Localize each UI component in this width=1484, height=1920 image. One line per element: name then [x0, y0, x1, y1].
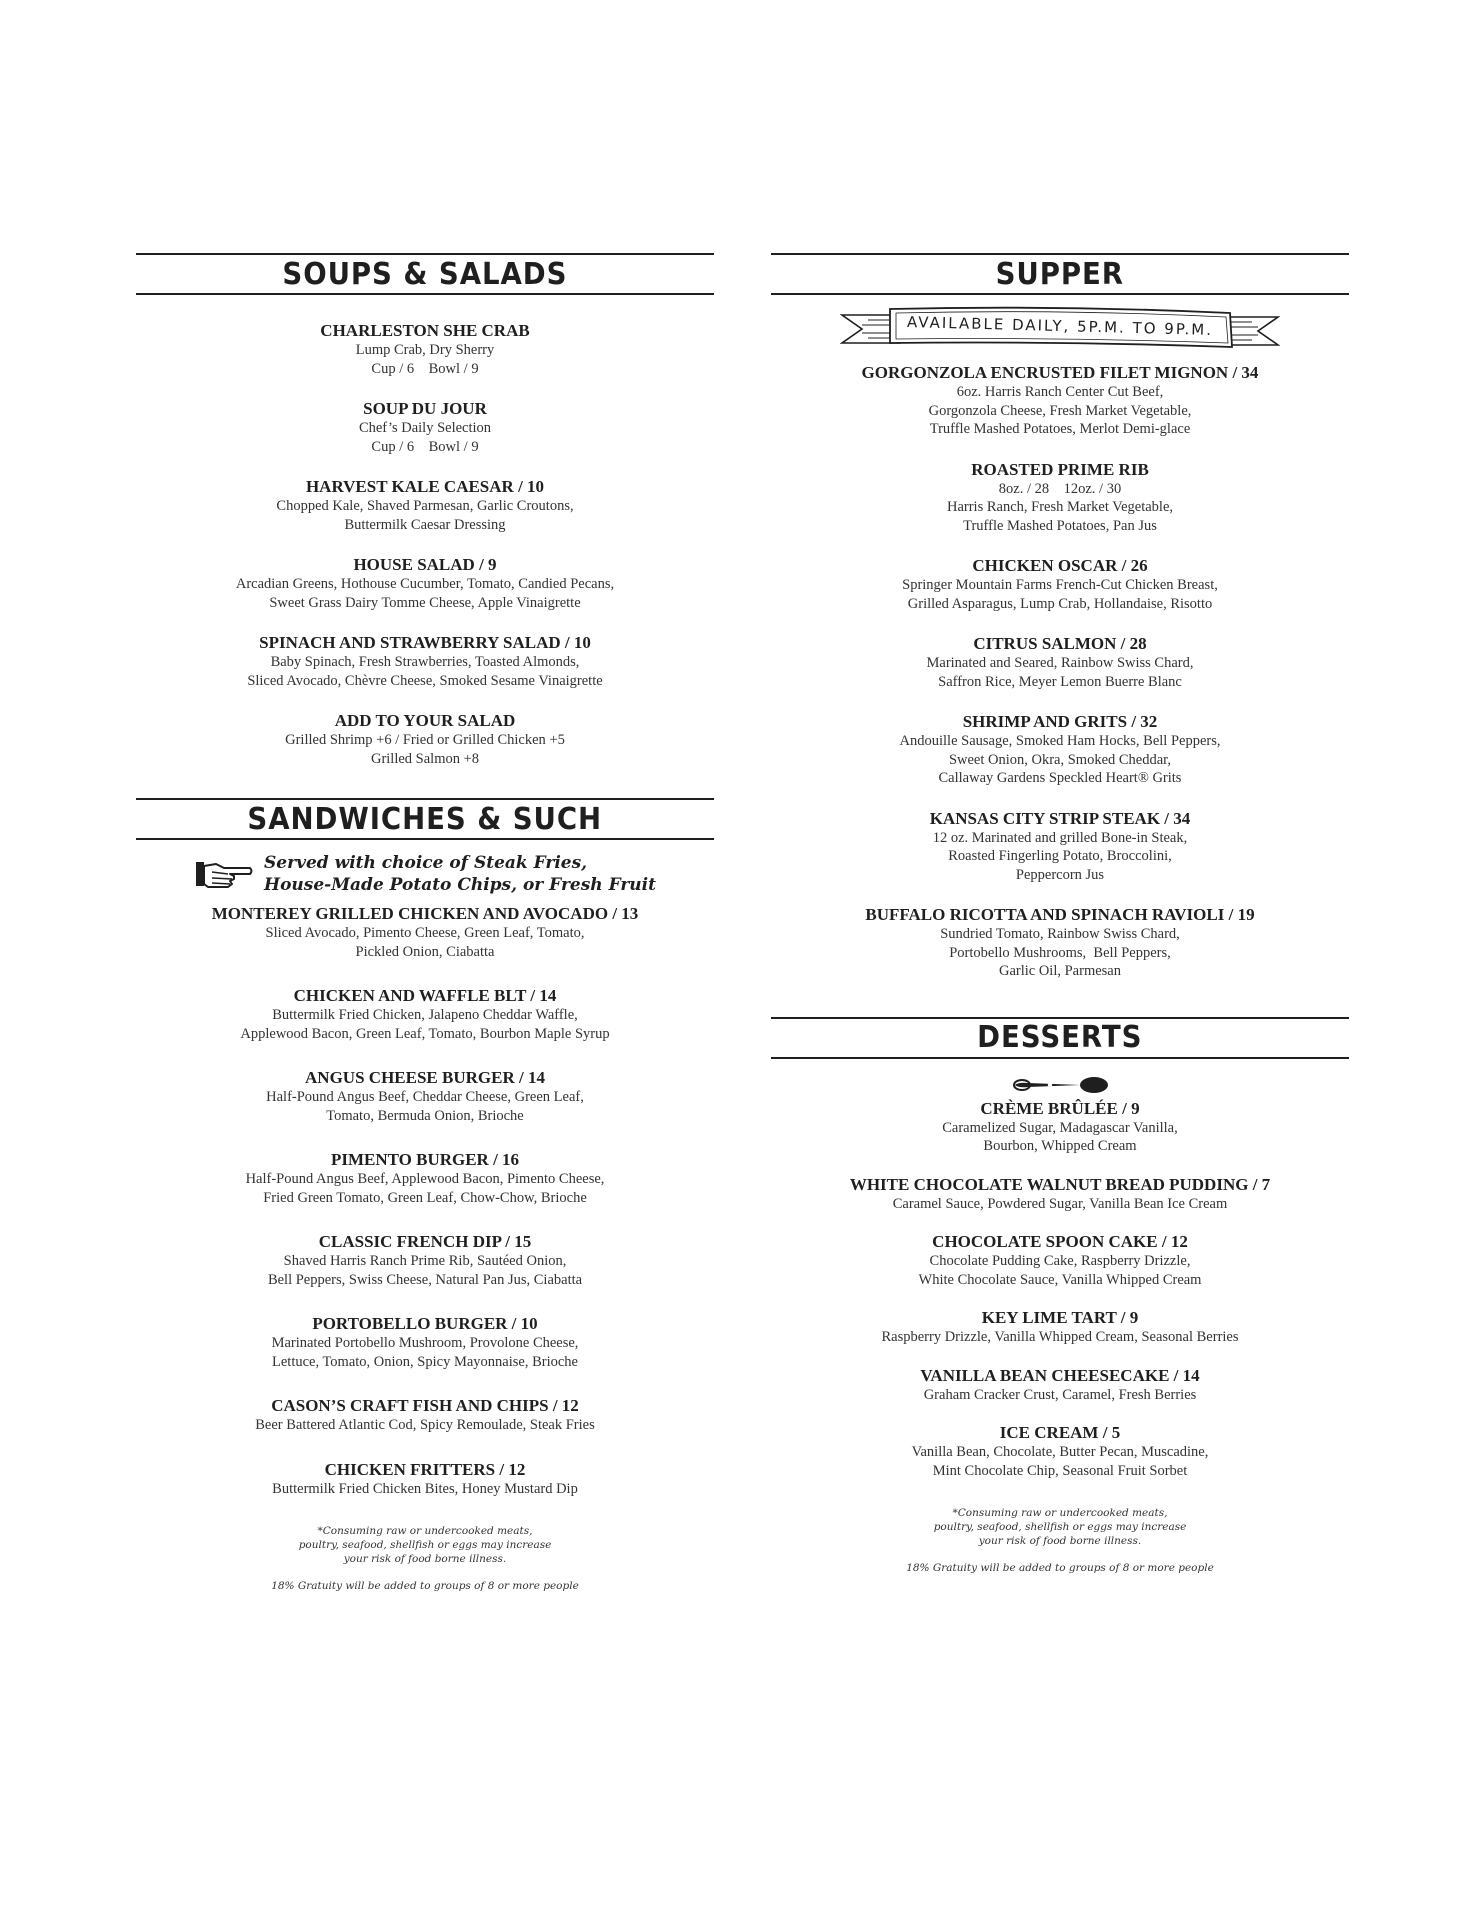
item-name: WHITE CHOCOLATE WALNUT BREAD PUDDING / 7: [849, 1174, 1271, 1194]
item-description: Bell Peppers, Swiss Cheese, Natural Pan Jus, Ciabatta: [267, 1271, 583, 1288]
menu-item: [136, 477, 714, 534]
item-description: Grilled Salmon +8: [370, 750, 480, 767]
item-description: Half-Pound Angus Beef, Applewood Bacon, Pimento Cheese,: [245, 1171, 605, 1187]
item-price-line: 8oz. / 28 12oz. / 30: [998, 480, 1122, 497]
menu-item: [136, 1068, 714, 1125]
notice-line: your risk of food borne illness.: [343, 1553, 507, 1565]
sandwiches-header: [136, 798, 714, 840]
menu-item: [136, 1460, 714, 1499]
menu-item: [771, 1423, 1349, 1480]
menu-item: [771, 1366, 1349, 1405]
item-description: Sweet Onion, Okra, Smoked Cheddar,: [948, 751, 1172, 768]
item-description: Bourbon, Whipped Cream: [983, 1138, 1137, 1154]
item-description: Beer Battered Atlantic Cod, Spicy Remoulade, Steak Fries: [255, 1417, 595, 1433]
banner-text: AVAILABLE DAILY, 5P.M. TO 9P.M.: [906, 312, 1214, 340]
menu-item: [771, 712, 1349, 788]
item-description: Portobello Mushrooms, Bell Peppers,: [949, 944, 1171, 961]
menu-item: [136, 986, 714, 1043]
menu-item: [136, 1314, 714, 1371]
item-name: SOUP DU JOUR: [363, 399, 487, 418]
item-name: CHICKEN OSCAR / 26: [972, 556, 1148, 575]
menu-item: [136, 555, 714, 612]
item-description: Pickled Onion, Ciabatta: [355, 943, 495, 960]
item-name: SHRIMP AND GRITS / 32: [962, 712, 1158, 731]
item-price-line: Cup / 6 Bowl / 9: [371, 438, 479, 455]
item-description: Sundried Tomato, Rainbow Swiss Chard,: [940, 926, 1180, 942]
item-description: Sliced Avocado, Pimento Cheese, Green Leaf, Tomato,: [265, 925, 585, 941]
item-description: 6oz. Harris Ranch Center Cut Beef,: [956, 384, 1164, 400]
item-name: CHARLESTON SHE CRAB: [320, 321, 530, 340]
item-description: Caramelized Sugar, Madagascar Vanilla,: [942, 1119, 1178, 1136]
item-name: CHICKEN FRITTERS / 12: [324, 1459, 526, 1479]
notice-line: poultry, seafood, shellfish or eggs may increase: [298, 1539, 552, 1551]
item-description: Tomato, Bermuda Onion, Brioche: [326, 1107, 524, 1124]
item-name: CHOCOLATE SPOON CAKE / 12: [932, 1232, 1188, 1251]
item-name: CHICKEN AND WAFFLE BLT / 14: [293, 986, 557, 1005]
item-name: SPINACH AND STRAWBERRY SALAD / 10: [259, 633, 591, 652]
item-description: Marinated Portobello Mushroom, Provolone Cheese,: [271, 1335, 579, 1351]
item-description: Shaved Harris Ranch Prime Rib, Sautéed Onion,: [283, 1253, 567, 1269]
item-name: CRÈME BRÛLÉE / 9: [980, 1098, 1140, 1118]
food-safety-notice: [771, 1506, 1349, 1548]
menu-item: [771, 809, 1349, 885]
section-title: SUPPER: [995, 256, 1125, 292]
item-description: Chocolate Pudding Cake, Raspberry Drizzle,: [929, 1253, 1191, 1269]
item-name: PIMENTO BURGER / 16: [330, 1150, 520, 1169]
item-description: Lettuce, Tomato, Onion, Spicy Mayonnaise, Brioche: [272, 1353, 578, 1370]
menu-item: [136, 1396, 714, 1435]
item-description: Applewood Bacon, Green Leaf, Tomato, Bourbon Maple Syrup: [240, 1025, 610, 1042]
item-description: Sliced Avocado, Chèvre Cheese, Smoked Sesame Vinaigrette: [247, 672, 603, 689]
menu-item: [771, 460, 1349, 536]
served-with-text: [264, 852, 656, 896]
item-description: Caramel Sauce, Powdered Sugar, Vanilla Bean Ice Cream: [892, 1195, 1228, 1212]
item-description: Vanilla Bean, Chocolate, Butter Pecan, Muscadine,: [911, 1444, 1209, 1460]
menu-item: [771, 1308, 1349, 1347]
menu-item: [136, 633, 714, 690]
item-description: Grilled Shrimp +6 / Fried or Grilled Chicken +5: [285, 732, 565, 748]
item-description: Chopped Kale, Shaved Parmesan, Garlic Croutons,: [276, 498, 574, 514]
item-name: CLASSIC FRENCH DIP / 15: [318, 1232, 532, 1251]
item-description: Buttermilk Caesar Dressing: [344, 516, 506, 533]
notice-line: *Consuming raw or undercooked meats,: [952, 1507, 1168, 1519]
gratuity-notice: 18% Gratuity will be added to groups of 8 or more people: [271, 1580, 579, 1592]
item-name: KANSAS CITY STRIP STEAK / 34: [929, 808, 1191, 828]
item-name: KEY LIME TART / 9: [981, 1308, 1139, 1327]
section-title: SOUPS & SALADS: [282, 256, 568, 292]
item-name: VANILLA BEAN CHEESECAKE / 14: [920, 1365, 1200, 1385]
item-description: Chef’s Daily Selection: [358, 420, 492, 436]
item-name: CITRUS SALMON / 28: [973, 634, 1147, 653]
spoon-icon: [1010, 1073, 1110, 1097]
item-description: Sweet Grass Dairy Tomme Cheese, Apple Vinaigrette: [269, 594, 581, 611]
menu-item: [136, 1150, 714, 1207]
item-name: ROASTED PRIME RIB: [971, 459, 1149, 479]
menu-item: [771, 634, 1349, 691]
item-price-line: Cup / 6 Bowl / 9: [371, 360, 479, 377]
menu-item: [771, 1175, 1349, 1214]
item-name: HARVEST KALE CAESAR / 10: [305, 477, 545, 496]
served-with-line: Served with choice of Steak Fries,: [264, 853, 588, 873]
item-description: Half-Pound Angus Beef, Cheddar Cheese, Green Leaf,: [266, 1089, 584, 1105]
item-description: Arcadian Greens, Hothouse Cucumber, Tomato, Candied Pecans,: [235, 576, 615, 592]
left-column: [136, 253, 714, 1592]
item-description: Raspberry Drizzle, Vanilla Whipped Cream, Seasonal Berries: [881, 1329, 1239, 1345]
item-description: Lump Crab, Dry Sherry: [355, 342, 495, 358]
item-description: Saffron Rice, Meyer Lemon Buerre Blanc: [938, 673, 1182, 690]
item-description: White Chocolate Sauce, Vanilla Whipped Cream: [918, 1271, 1202, 1288]
item-description: Callaway Gardens Speckled Heart® Grits: [938, 770, 1182, 786]
item-name: MONTEREY GRILLED CHICKEN AND AVOCADO / 13: [211, 904, 639, 923]
notice-line: your risk of food borne illness.: [978, 1535, 1142, 1547]
item-description: Baby Spinach, Fresh Strawberries, Toasted Almonds,: [270, 654, 580, 670]
served-with-line: House-Made Potato Chips, or Fresh Fruit: [264, 875, 656, 895]
menu-item: [136, 904, 714, 961]
item-description: Grilled Asparagus, Lump Crab, Hollandaise, Risotto: [907, 595, 1213, 612]
item-description: Graham Cracker Crust, Caramel, Fresh Berries: [923, 1386, 1197, 1403]
item-description: Fried Green Tomato, Green Leaf, Chow-Chow, Brioche: [263, 1189, 587, 1206]
item-name: ANGUS CHEESE BURGER / 14: [305, 1068, 545, 1087]
menu-item: [771, 905, 1349, 981]
item-description: Gorgonzola Cheese, Fresh Market Vegetable,: [928, 402, 1192, 419]
soups-salads-header: [136, 253, 714, 295]
menu-item: [771, 1232, 1349, 1289]
section-title: SANDWICHES & SUCH: [247, 801, 603, 837]
item-name: ADD TO YOUR SALAD: [334, 711, 516, 730]
availability-banner: [840, 303, 1280, 353]
desserts-header: [771, 1017, 1349, 1059]
item-description: Truffle Mashed Potatoes, Pan Jus: [963, 517, 1157, 534]
menu-item: [136, 399, 714, 456]
menu-item: [771, 363, 1349, 439]
item-description: Springer Mountain Farms French-Cut Chicken Breast,: [902, 577, 1218, 593]
pointing-hand-icon: [194, 858, 254, 890]
notice-line: poultry, seafood, shellfish or eggs may increase: [933, 1521, 1187, 1533]
item-description: Truffle Mashed Potatoes, Merlot Demi-glace: [929, 421, 1191, 437]
menu-item: [771, 1099, 1349, 1156]
notice-line: *Consuming raw or undercooked meats,: [317, 1525, 533, 1537]
item-description: Buttermilk Fried Chicken, Jalapeno Cheddar Waffle,: [272, 1007, 578, 1023]
spoon-ornament: [771, 1073, 1349, 1097]
item-name: ICE CREAM / 5: [999, 1423, 1121, 1442]
item-name: GORGONZOLA ENCRUSTED FILET MIGNON / 34: [861, 363, 1259, 382]
item-description: Andouille Sausage, Smoked Ham Hocks, Bell Peppers,: [899, 733, 1221, 749]
item-description: 12 oz. Marinated and grilled Bone-in Steak,: [932, 829, 1188, 846]
menu-item: [136, 1232, 714, 1289]
item-description: Marinated and Seared, Rainbow Swiss Chard,: [926, 655, 1194, 671]
right-column: [771, 253, 1349, 1574]
item-description: Roasted Fingerling Potato, Broccolini,: [948, 848, 1172, 864]
item-description: Garlic Oil, Parmesan: [998, 963, 1121, 979]
menu-item: [771, 556, 1349, 613]
item-name: CASON’S CRAFT FISH AND CHIPS / 12: [271, 1396, 579, 1415]
supper-header: [771, 253, 1349, 295]
item-description: Peppercorn Jus: [1015, 866, 1105, 883]
menu-item: [136, 711, 714, 768]
menu-item: [136, 321, 714, 378]
item-name: PORTOBELLO BURGER / 10: [312, 1314, 538, 1333]
item-description: Mint Chocolate Chip, Seasonal Fruit Sorbet: [932, 1462, 1188, 1479]
food-safety-notice: [136, 1524, 714, 1566]
served-with-note: [136, 852, 714, 896]
item-description: Buttermilk Fried Chicken Bites, Honey Mustard Dip: [272, 1480, 578, 1497]
item-name: HOUSE SALAD / 9: [353, 555, 497, 574]
gratuity-notice: 18% Gratuity will be added to groups of 8 or more people: [906, 1562, 1214, 1574]
item-name: BUFFALO RICOTTA AND SPINACH RAVIOLI / 19: [865, 905, 1255, 924]
item-description: Harris Ranch, Fresh Market Vegetable,: [946, 499, 1174, 515]
section-title: DESSERTS: [977, 1020, 1143, 1055]
